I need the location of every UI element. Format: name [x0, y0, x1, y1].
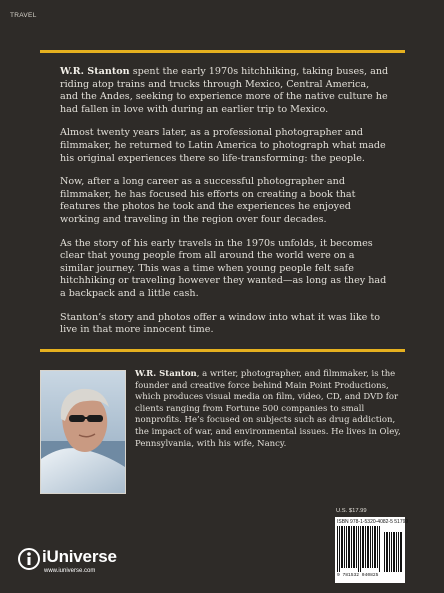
author-photo	[40, 370, 126, 494]
blurb-paragraph-5: Stanton’s story and photos offer a window into what it was like to live in that more innocent time.	[60, 311, 380, 336]
blurb-paragraph-1	[60, 66, 390, 116]
barcode-supplement: 51799	[394, 519, 409, 525]
iuniverse-logo-icon	[18, 548, 40, 570]
isbn-barcode	[335, 517, 409, 583]
publisher-logo	[18, 546, 138, 586]
publisher-url: www.iuniverse.com	[44, 568, 96, 574]
bio-author-name: W.R. Stanton	[135, 369, 197, 379]
bio-text: , a writer, photographer, and filmmaker, is the founder and creative force behind Main Point Productions, which produces visual media on film, video, CD, and DVD for clients ranging from Fortune 500 companies to small nonprofits. He’s focused on subjects such as drug addiction, the impact of war, and environmental issues. He lives in Oley, Pennsylvania, with his wife, Nancy.	[135, 369, 401, 449]
author-photo-image	[41, 371, 125, 493]
cover-blurb	[60, 66, 390, 348]
blurb-paragraph-2: Almost twenty years later, as a professional photographer and filmmaker, he returned to Latin America to photograph what made his original experiences there so life-transforming: the people.	[60, 127, 386, 164]
blurb-paragraph-1-text: spent the early 1970s hitchhiking, taking buses, and riding atop trains and trucks through Mexico, Central America, and the Andes, seeking to experience more of the native culture he had fallen in love with during an earlier trip to Mexico.	[60, 66, 389, 115]
barcode-supplement-bars	[384, 526, 403, 572]
middle-divider	[40, 349, 405, 352]
price-label: U.S. $17.99	[336, 508, 367, 514]
blurb-author-name: W.R. Stanton	[60, 66, 130, 77]
blurb-paragraph-3: Now, after a long career as a successful photographer and filmmaker, he has focused his efforts on creating a book that features the photos he took and the experiences he enjoyed working and traveling in the region over four decades.	[60, 176, 356, 225]
top-divider	[40, 50, 405, 53]
barcode-digits: 9 781532 040825	[337, 573, 379, 578]
publisher-name: iUniverse	[42, 547, 117, 566]
barcode-bars	[337, 526, 381, 572]
author-bio	[135, 369, 405, 450]
isbn-number: ISBN 978-1-5320-4082-5 51799	[337, 519, 409, 525]
category-label: TRAVEL	[10, 12, 37, 19]
blurb-paragraph-4: As the story of his early travels in the 1970s unfolds, it becomes clear that young people from all around the world were on a similar journey. This was a time when young people felt safe hitchhiking or traveling however they wanted—as long as they had a backpack and a little cash.	[60, 237, 387, 299]
